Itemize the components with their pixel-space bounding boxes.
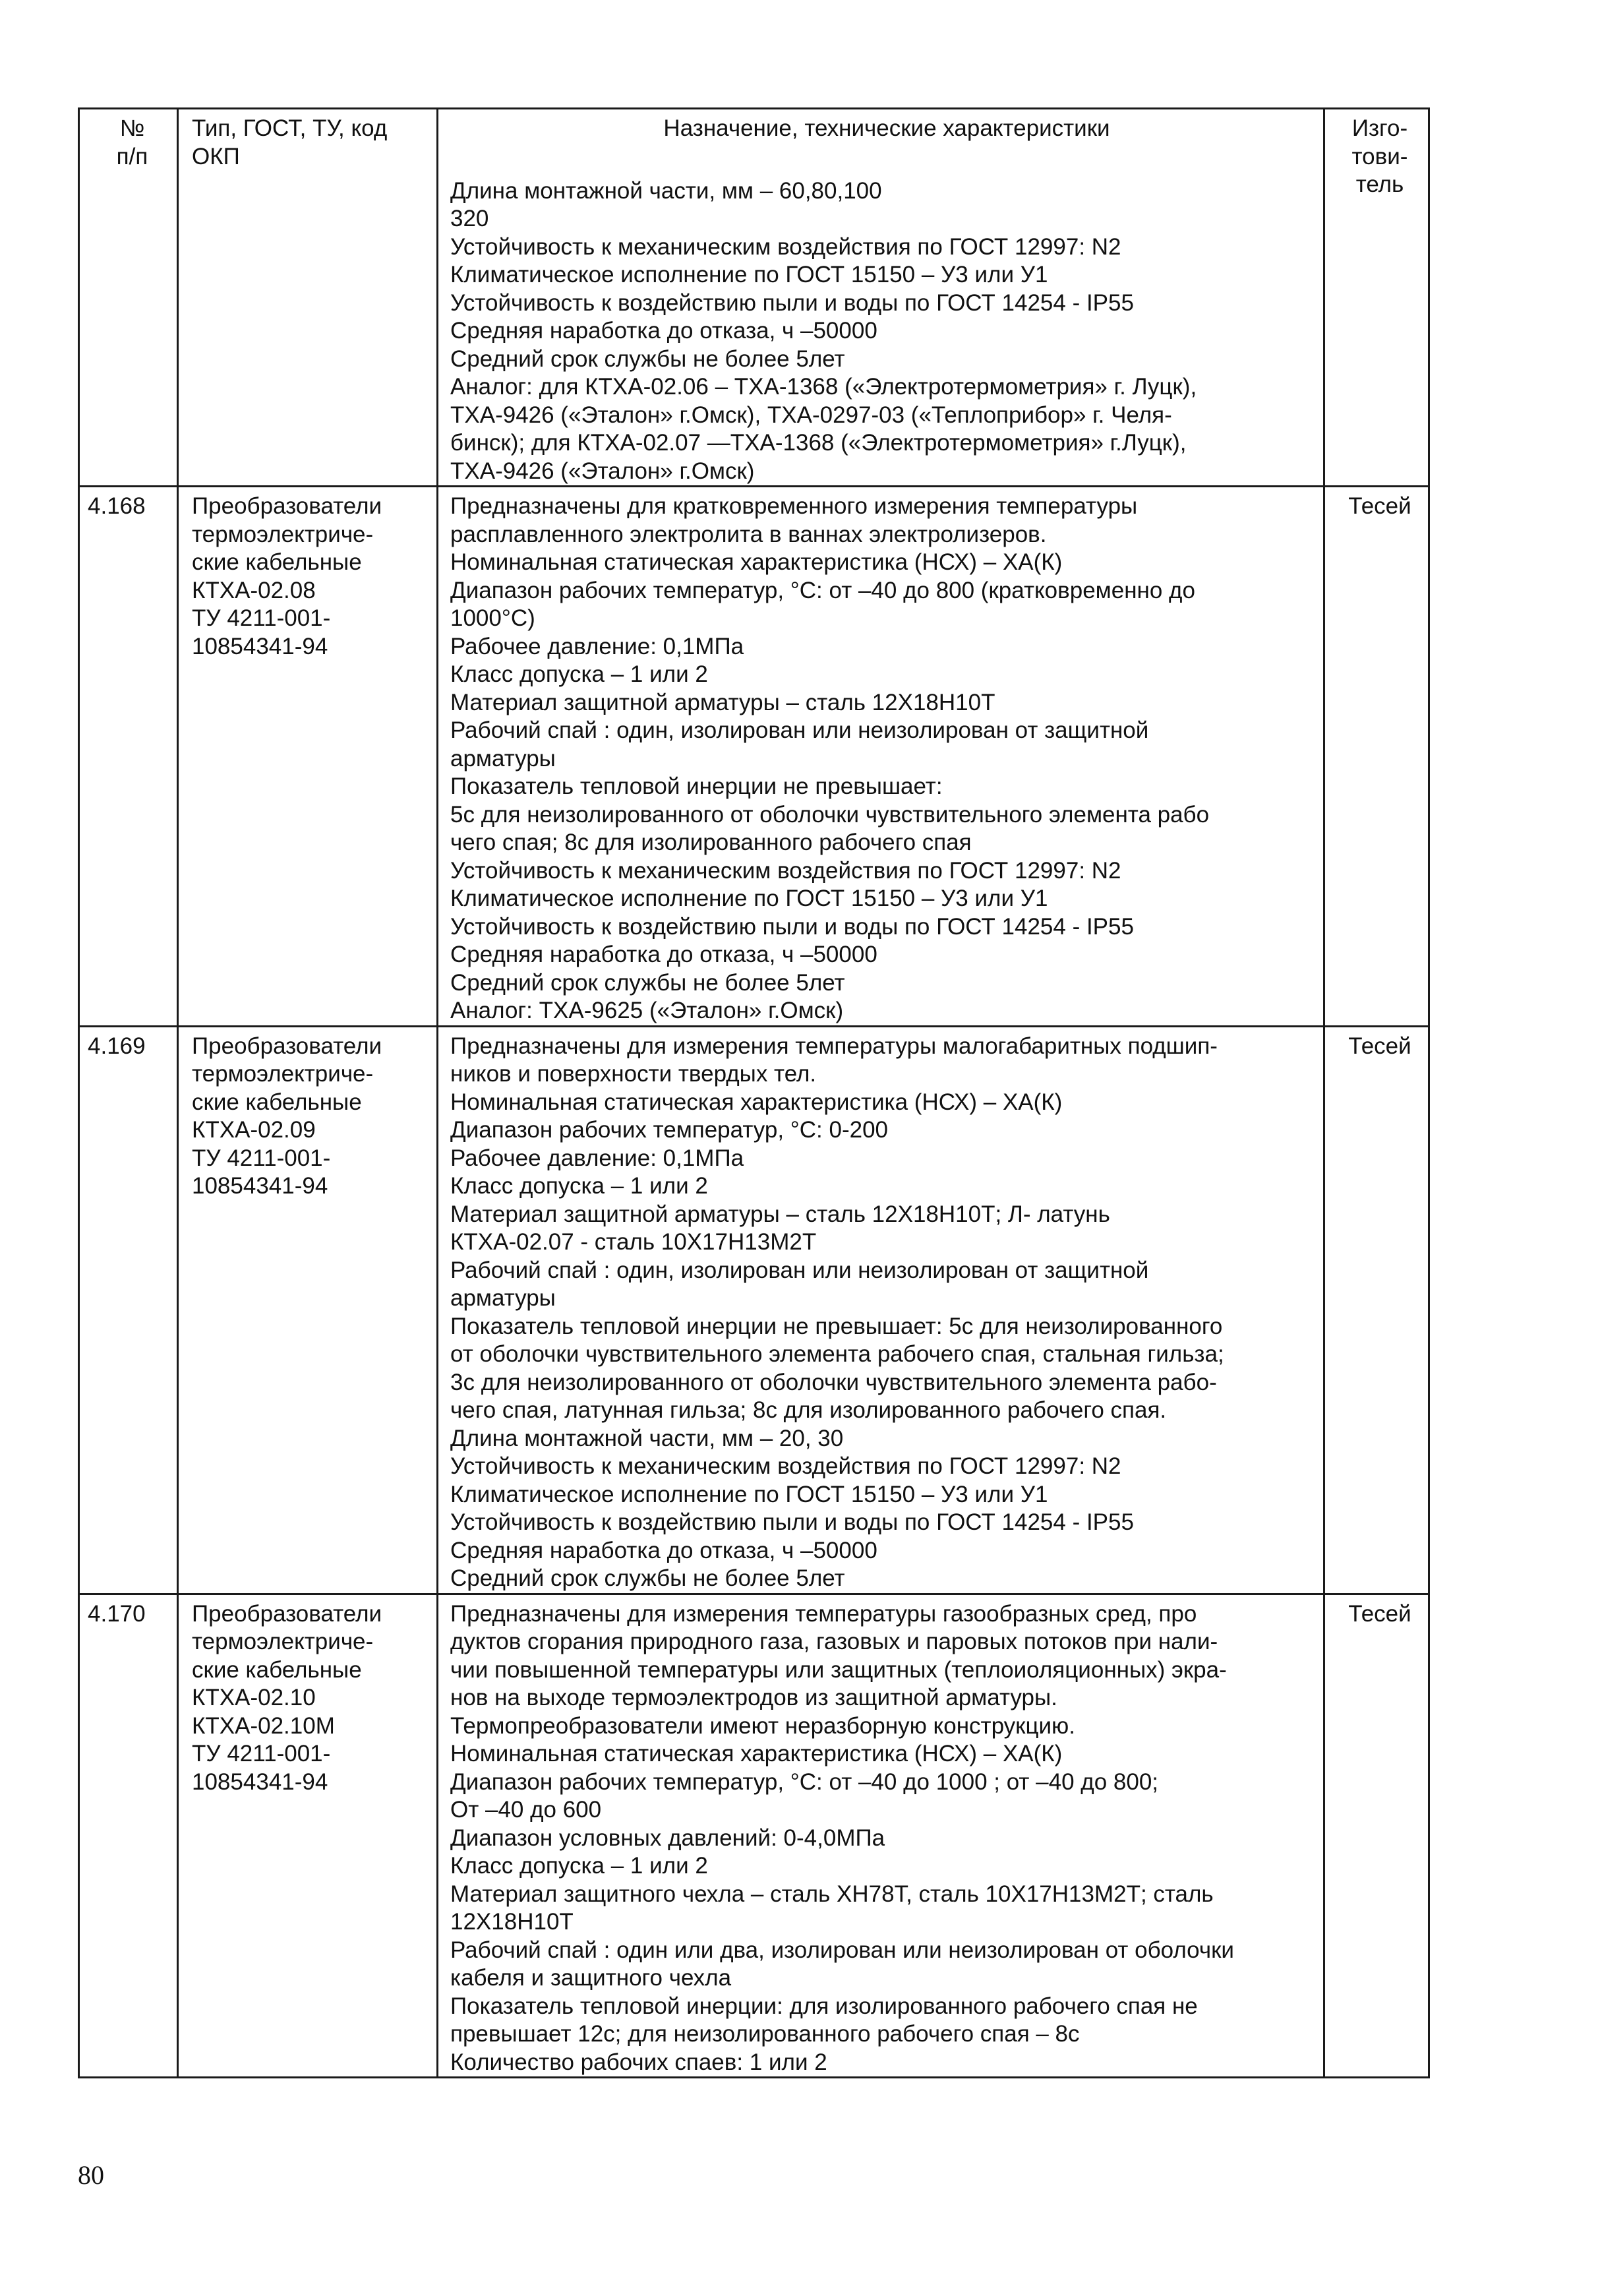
header-type-line: Тип, ГОСТ, ТУ, код bbox=[192, 115, 388, 141]
text-line: ТХА-9426 («Эталон» г.Омск) bbox=[450, 458, 755, 484]
header-number bbox=[79, 109, 178, 487]
row-number: 4.169 bbox=[79, 1026, 178, 1594]
text-line: Длина монтажной части, мм – 60,80,100 bbox=[450, 177, 882, 204]
text-line: КТХА-02.08 bbox=[192, 577, 316, 603]
text-line: Материал защитной арматуры – сталь 12Х18Н10Т; Л- латунь bbox=[450, 1201, 1110, 1227]
text-line: Средняя наработка до отказа, ч –50000 bbox=[450, 318, 877, 344]
text-line: Диапазон рабочих температур, °С: от –40 до 800 (кратковременно до bbox=[450, 577, 1195, 603]
text-line: Диапазон условных давлений: 0-4,0МПа bbox=[450, 1825, 885, 1851]
text-line: чего спая, латунная гильза; 8с для изолированного рабочего спая. bbox=[450, 1397, 1167, 1423]
text-line: бинск); для КТХА-02.07 —ТХА-1368 («Электротермометрия» г.Луцк), bbox=[450, 430, 1187, 456]
text-line: кабеля и защитного чехла bbox=[450, 1965, 732, 1991]
text-line: Средний срок службы не более 5лет bbox=[450, 1565, 845, 1591]
text-line: от оболочки чувствительного элемента рабочего спая, стальная гильза; bbox=[450, 1341, 1224, 1367]
row-number: 4.168 bbox=[79, 487, 178, 1027]
text-line: Диапазон рабочих температур, °С: от –40 до 1000 ; от –40 до 800; bbox=[450, 1768, 1159, 1795]
row-description bbox=[438, 1026, 1324, 1594]
text-line: превышает 12с; для неизолированного рабочего спая – 8с bbox=[450, 2021, 1080, 2047]
specification-table bbox=[78, 107, 1430, 2078]
header-description-line: Назначение, технические характеристики bbox=[663, 115, 1110, 141]
text-line: Класс допуска – 1 или 2 bbox=[450, 1173, 708, 1199]
text-line: ТУ 4211-001- bbox=[192, 605, 331, 631]
text-line: Средний срок службы не более 5лет bbox=[450, 969, 845, 996]
text-line: ские кабельные bbox=[192, 549, 362, 575]
text-line: Преобразователи bbox=[192, 1600, 382, 1627]
text-line: ТХА-9426 («Эталон» г.Омск), ТХА-0297-03 («Теплоприбор» г. Челя- bbox=[450, 402, 1172, 428]
header-manufacturer bbox=[1324, 109, 1429, 487]
continuation-lines bbox=[450, 177, 1323, 486]
table-row bbox=[79, 1026, 1429, 1594]
text-line: Рабочий спай : один или два, изолирован или неизолирован от оболочки bbox=[450, 1937, 1234, 1963]
header-number-line: № bbox=[119, 115, 145, 141]
text-line: Устойчивость к воздействию пыли и воды по ГОСТ 14254 - IP55 bbox=[450, 289, 1134, 316]
text-line: Длина монтажной части, мм – 20, 30 bbox=[450, 1425, 844, 1451]
text-line: ские кабельные bbox=[192, 1656, 362, 1683]
text-line: Показатель тепловой инерции не превышает: 5с для неизолированного bbox=[450, 1313, 1223, 1339]
text-line: Аналог: для КТХА-02.06 – ТХА-1368 («Электротермометрия» г. Луцк), bbox=[450, 374, 1197, 400]
text-line: Номинальная статическая характеристика (НСХ) – ХА(К) bbox=[450, 1089, 1063, 1115]
text-line: Класс допуска – 1 или 2 bbox=[450, 1853, 708, 1879]
text-line: термоэлектриче- bbox=[192, 1629, 374, 1654]
row-description bbox=[438, 1594, 1324, 2078]
row-manufacturer: Тесей bbox=[1324, 1026, 1429, 1594]
text-line: Климатическое исполнение по ГОСТ 15150 – У3 или У1 bbox=[450, 262, 1048, 287]
text-line: ские кабельные bbox=[192, 1089, 362, 1115]
text-line: 5с для неизолированного от оболочки чувствительного элемента рабо bbox=[450, 801, 1210, 828]
text-line: Количество рабочих спаев: 1 или 2 bbox=[450, 2049, 827, 2075]
text-line: чего спая; 8с для изолированного рабочего спая bbox=[450, 830, 972, 855]
text-line: 10854341-94 bbox=[192, 1173, 328, 1199]
row-number: 4.170 bbox=[79, 1594, 178, 2078]
row-manufacturer: Тесей bbox=[1324, 487, 1429, 1027]
text-line: 12Х18Н10Т bbox=[450, 1909, 574, 1935]
text-line: Материал защитной арматуры – сталь 12Х18Н10Т bbox=[450, 689, 995, 715]
text-line: арматуры bbox=[450, 745, 556, 771]
row-manufacturer: Тесей bbox=[1324, 1594, 1429, 2078]
text-line: Устойчивость к воздействию пыли и воды по ГОСТ 14254 - IP55 bbox=[450, 913, 1134, 940]
text-line: ТУ 4211-001- bbox=[192, 1145, 331, 1171]
text-line: Класс допуска – 1 или 2 bbox=[450, 661, 708, 687]
text-line: Рабочий спай : один, изолирован или неизолирован от защитной bbox=[450, 717, 1149, 743]
header-manufacturer-line: тель bbox=[1355, 171, 1404, 197]
text-line: Преобразователи bbox=[192, 1033, 382, 1059]
text-line: Показатель тепловой инерции: для изолированного рабочего спая не bbox=[450, 1993, 1198, 2019]
text-line: Термопреобразователи имеют неразборную конструкцию. bbox=[450, 1712, 1076, 1739]
text-line: ников и поверхности твердых тел. bbox=[450, 1061, 817, 1087]
text-line: КТХА-02.09 bbox=[192, 1117, 316, 1143]
text-line: Аналог: ТХА-9625 («Эталон» г.Омск) bbox=[450, 998, 844, 1023]
text-line: Климатическое исполнение по ГОСТ 15150 – У3 или У1 bbox=[450, 886, 1048, 911]
text-line: дуктов сгорания природного газа, газовых и паровых потоков при нали- bbox=[450, 1629, 1218, 1654]
text-line: Материал защитного чехла – сталь ХН78Т, сталь 10Х17Н13М2Т; сталь bbox=[450, 1881, 1214, 1907]
text-line: Рабочий спай : один, изолирован или неизолирован от защитной bbox=[450, 1257, 1149, 1283]
text-line: 10854341-94 bbox=[192, 1768, 328, 1795]
text-line: КТХА-02.10М bbox=[192, 1712, 335, 1739]
header-type-line: ОКП bbox=[192, 143, 240, 169]
text-line: Климатическое исполнение по ГОСТ 15150 – У3 или У1 bbox=[450, 1481, 1048, 1507]
text-line: Номинальная статическая характеристика (НСХ) – ХА(К) bbox=[450, 549, 1063, 575]
table-header-row bbox=[79, 109, 1429, 143]
text-line: Устойчивость к механическим воздействия по ГОСТ 12997: N2 bbox=[450, 1453, 1121, 1479]
text-line: 320 bbox=[450, 206, 489, 231]
text-line: Предназначены для кратковременного измерения температуры bbox=[450, 493, 1138, 519]
text-line: Средний срок службы не более 5лет bbox=[450, 346, 845, 372]
text-line: Предназначены для измерения температуры газообразных сред, про bbox=[450, 1600, 1197, 1627]
table-row bbox=[79, 487, 1429, 1027]
row-type bbox=[178, 1026, 438, 1594]
text-line: ТУ 4211-001- bbox=[192, 1741, 331, 1767]
row-type bbox=[178, 1594, 438, 2078]
text-line: Устойчивость к механическим воздействия по ГОСТ 12997: N2 bbox=[450, 857, 1121, 884]
text-line: Показатель тепловой инерции не превышает: bbox=[450, 773, 943, 799]
header-description bbox=[438, 109, 1324, 143]
text-line: термоэлектриче- bbox=[192, 1061, 374, 1087]
text-line: расплавленного электролита в ваннах электролизеров. bbox=[450, 521, 1047, 547]
header-type bbox=[178, 109, 438, 487]
text-line: Номинальная статическая характеристика (НСХ) – ХА(К) bbox=[450, 1741, 1063, 1767]
row-type bbox=[178, 487, 438, 1027]
page-number: 80 bbox=[78, 2160, 104, 2190]
text-line: термоэлектриче- bbox=[192, 521, 374, 547]
text-line: Предназначены для измерения температуры малогабаритных подшип- bbox=[450, 1033, 1218, 1059]
text-line: Рабочее давление: 0,1МПа bbox=[450, 1145, 744, 1171]
text-line: Рабочее давление: 0,1МПа bbox=[450, 633, 744, 659]
text-line: Преобразователи bbox=[192, 493, 382, 519]
text-line: Средняя наработка до отказа, ч –50000 bbox=[450, 1537, 877, 1563]
text-line: КТХА-02.10 bbox=[192, 1685, 316, 1710]
header-manufacturer-line: тови- bbox=[1351, 143, 1408, 169]
text-line: От –40 до 600 bbox=[450, 1797, 602, 1823]
text-line: 1000°С) bbox=[450, 605, 535, 631]
text-line: нов на выходе термоэлектродов из защитной арматуры. bbox=[450, 1685, 1057, 1710]
text-line: Диапазон рабочих температур, °С: 0-200 bbox=[450, 1117, 889, 1143]
header-manufacturer-line: Изго- bbox=[1351, 115, 1408, 141]
text-line: Устойчивость к воздействию пыли и воды по ГОСТ 14254 - IP55 bbox=[450, 1509, 1134, 1535]
text-line: КТХА-02.07 - сталь 10Х17Н13М2Т bbox=[450, 1229, 817, 1255]
text-line: чии повышенной температуры или защитных (теплоиоляционных) экра- bbox=[450, 1656, 1227, 1683]
text-line: 3с для неизолированного от оболочки чувствительного элемента рабо- bbox=[450, 1369, 1217, 1395]
text-line: арматуры bbox=[450, 1285, 556, 1311]
text-line: 10854341-94 bbox=[192, 633, 328, 659]
header-number-line: п/п bbox=[116, 143, 148, 169]
table-row bbox=[79, 1594, 1429, 2078]
continuation-description bbox=[438, 143, 1324, 487]
text-line: Средняя наработка до отказа, ч –50000 bbox=[450, 942, 877, 967]
row-description bbox=[438, 487, 1324, 1027]
text-line: Устойчивость к механическим воздействия по ГОСТ 12997: N2 bbox=[450, 233, 1121, 260]
